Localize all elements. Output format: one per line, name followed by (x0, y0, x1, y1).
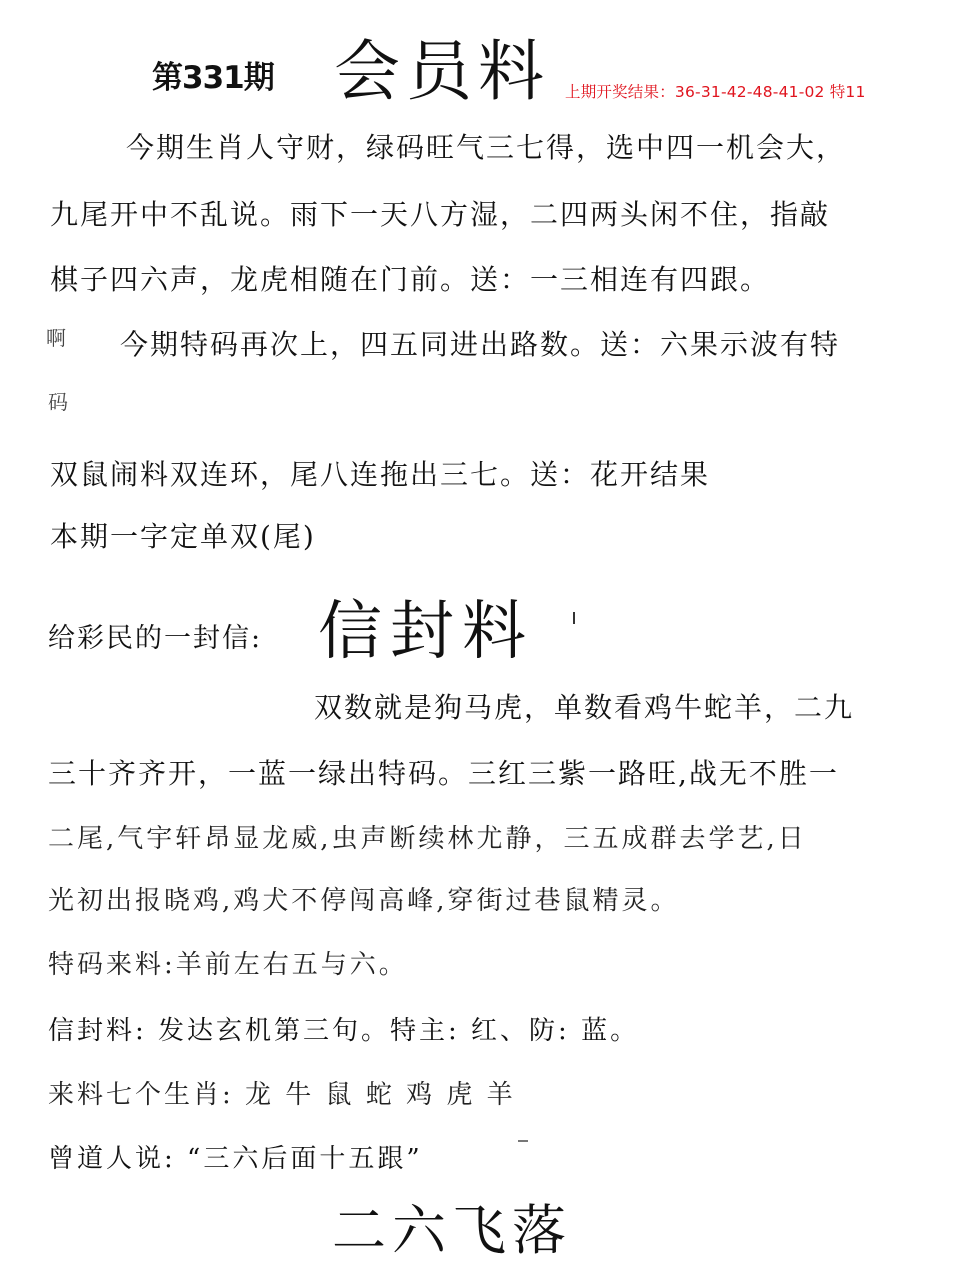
section2-line-1: 双数就是狗马虎，单数看鸡牛蛇羊，二九 (314, 691, 855, 724)
section1-line-3: 棋子四六声，龙虎相随在门前。送：一三相连有四跟。 (50, 263, 771, 296)
issue-number: 第331期 (152, 60, 274, 96)
letter-intro: 给彩民的一封信: (48, 623, 263, 654)
last-result-text: 上期开奖结果：36-31-42-48-41-02 特11 (565, 83, 866, 101)
section2-line-5: 特码来料:羊前左右五与六。 (48, 950, 408, 980)
stray-mark (573, 612, 575, 624)
section1-line-6: 双鼠闹料双连环，尾八连拖出三七。送：花开结果 (50, 458, 711, 491)
section2-line-8: 曾道人说: “三六后面十五跟” (48, 1144, 423, 1174)
section-title-envelope: 信封料 (318, 595, 534, 669)
section1-margin-mark: 啊 (46, 326, 66, 350)
section2-line-3: 二尾,气宇轩昂显龙威,虫声断续林尤静，三五成群去学艺,日 (48, 824, 807, 854)
section1-line-5: 码 (48, 390, 68, 414)
footer-title: 二六飞落 (332, 1199, 572, 1262)
section2-line-4: 光初出报晓鸡,鸡犬不停闯高峰,穿街过巷鼠精灵。 (48, 886, 680, 916)
section2-line-2: 三十齐齐开，一蓝一绿出特码。三红三紫一路旺,战无不胜一 (48, 757, 839, 790)
stray-dash (518, 1140, 528, 1142)
section1-line-2: 九尾开中不乱说。雨下一天八方湿，二四两头闲不住，指敲 (50, 198, 831, 231)
page-title: 会员料 (334, 33, 550, 110)
section1-line-1: 今期生肖人守财，绿码旺气三七得，选中四一机会大， (126, 131, 847, 164)
section2-line-7: 来料七个生肖: 龙 牛 鼠 蛇 鸡 虎 羊 (48, 1080, 516, 1110)
section1-line-4: 今期特码再次上，四五同进出路数。送：六果示波有特 (120, 328, 841, 361)
section2-line-6: 信封料: 发达玄机第三句。特主: 红、防: 蓝。 (48, 1016, 640, 1046)
section1-line-7: 本期一字定单双(尾) (50, 520, 316, 553)
